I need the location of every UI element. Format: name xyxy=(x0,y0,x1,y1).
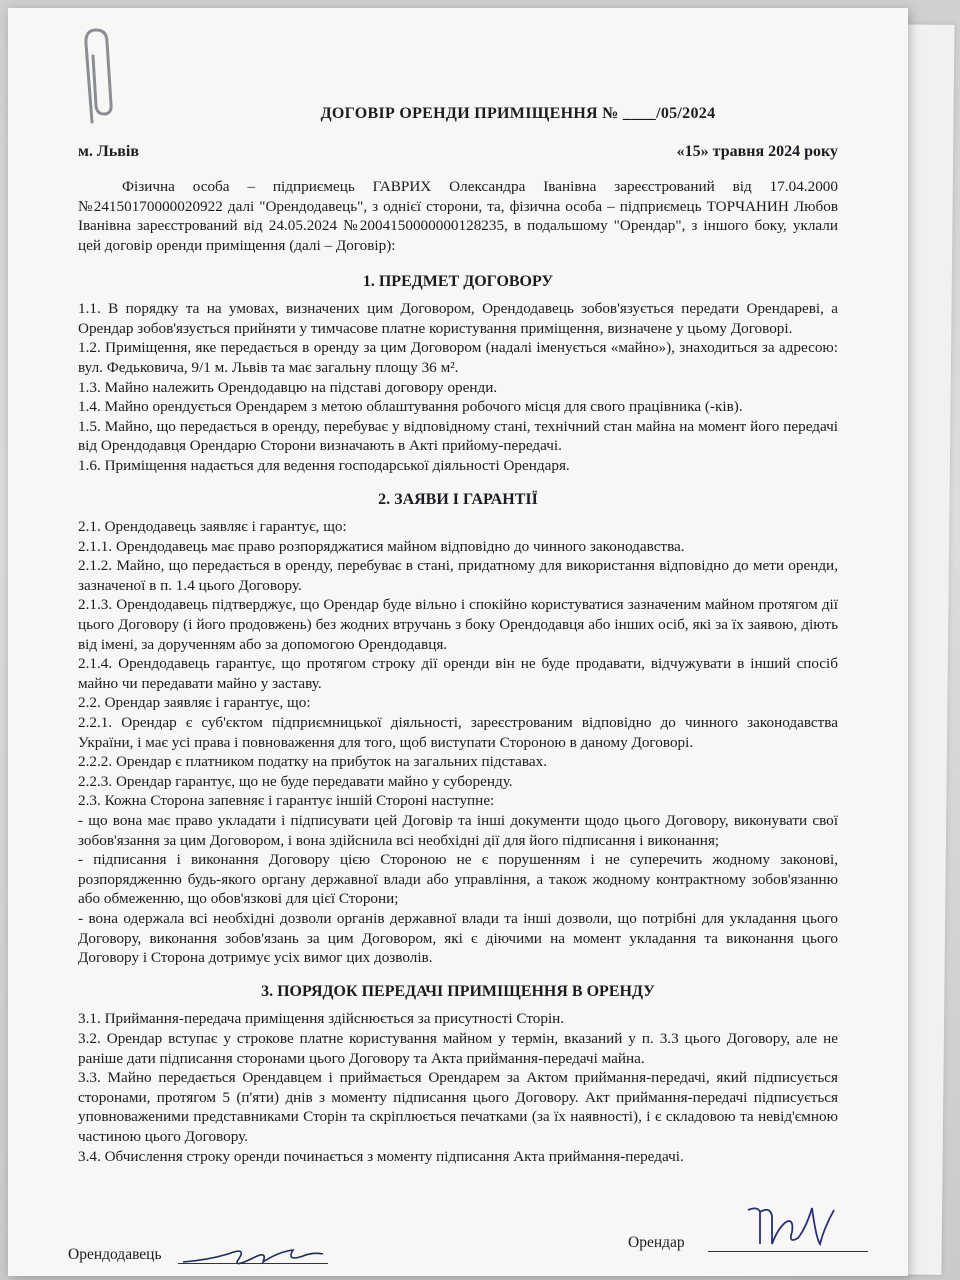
paragraph: 2.1. Орендодавець заявляє і гарантує, що: xyxy=(78,518,347,536)
section-2 xyxy=(78,490,838,968)
paragraph: 2.1.1. Орендодавець має право розпоряджатися майном відповідно до чинного законодавства. xyxy=(78,537,685,555)
paragraph: - підписання і виконання Договору цією Стороною не є порушенням і не суперечить жодному законові, розпорядженню будь-якого органу державної влади або управління, а також жодному контрактному зобов'язанню або обмеженню, що обов'язкові для цієї Сторони; xyxy=(78,851,838,908)
paragraph: 2.3. Кожна Сторона запевняє і гарантує іншій Стороні наступне: xyxy=(78,792,495,810)
intro-paragraph: Фізична особа – підприємець ГАВРИХ Олександра Іванівна зареєстрований від 17.04.2000 №24150170000020922 далі "Орендодавець", з однієї сторони, та, фізична особа – підприємець ТОРЧАНИН Любов Іванівна зареєстрований від 24.05.2024 №2004150000000128235, в подальшому "Орендар", з іншого боку, уклали цей договір оренди приміщення (далі – Договір): xyxy=(78,178,838,254)
paragraph: 1.2. Приміщення, яке передається в оренду за цим Договором (надалі іменується «майно»), знаходиться за адресою: вул. Федьковича, 9/1 м. Львів та має загальну площу 36 м². xyxy=(78,339,838,376)
paragraph: 1.1. В порядку та на умовах, визначених цим Договором, Орендодавець зобов'язується передати Орендареві, а Орендар зобов'язується прийняти у тимчасове платне користування приміщення, визначене у цьому Договорі. xyxy=(78,300,838,337)
paragraph: - вона одержала всі необхідні дозволи органів державної влади та інші дозволи, що потрібні для укладання цього Договору, виконання зобов'язань за цим Договором, які є діючими на момент укладання та виконання цього Договору і Сторона дотримує усіх вимог цих дозволів. xyxy=(78,909,838,967)
document-body xyxy=(78,104,838,1166)
paragraph: 2.2. Орендар заявляє і гарантує, що: xyxy=(78,694,311,712)
paragraph: 3.2. Орендар вступає у строкове платне користування майном у термін, вказаний у п. 3.3 цього Договору, але не раніше дати підписання сторонами цього Договору та Акта приймання-передачі майна. xyxy=(78,1029,838,1067)
paragraph: 1.3. Майно належить Орендодавцю на підставі договору оренди. xyxy=(78,378,498,396)
section-3 xyxy=(78,982,838,1166)
paragraph: 1.5. Майно, що передається в оренду, перебуває у відповідному стані, технічний стан майна на момент його передачі від Орендодавця Орендарю Сторони визначають в Акті прийому-передачі. xyxy=(78,417,838,455)
tenant-label: Орендар xyxy=(628,1234,685,1251)
paragraph: 1.4. Майно орендується Орендарем з метою облаштування робочого місця для свого працівника (-ків). xyxy=(78,398,743,416)
tenant-signature xyxy=(738,1198,848,1258)
paragraph: 3.3. Майно передається Орендавцем і приймається Орендарем за Актом приймання-передачі, який підписується сторонами, протягом 5 (п'яти) днів з моменту підписання цього Договору. Акт приймання-передачі підписується уповноваженими представниками Сторін та скріплюється печатками (за їх наявності), і є складовою та невід'ємною частиною цього Договору. xyxy=(78,1069,838,1145)
paragraph: 3.1. Приймання-передача приміщення здійснюється за присутності Сторін. xyxy=(78,1010,565,1028)
section-1 xyxy=(78,272,838,476)
signature-block xyxy=(68,1208,868,1268)
city: м. Львів xyxy=(78,142,140,160)
paragraph: 1.6. Приміщення надається для ведення господарської діяльності Орендаря. xyxy=(78,456,570,474)
landlord-label: Орендодавець xyxy=(68,1246,162,1263)
paragraph: - що вона має право укладати і підписувати цей Договір та інші документи щодо цього Договору, виконувати свої зобов'язання за цим Договором, і вона здійснила всі необхідні дії для його підписання і виконання; xyxy=(78,812,838,849)
paragraph: 2.1.2. Майно, що передається в оренду, перебуває в стані, придатному для використання відповідно до мети оренди, зазначеної в п. 1.4 цього Договору. xyxy=(78,557,838,594)
contract-date: «15» травня 2024 року xyxy=(676,142,838,160)
paragraph: 2.2.2. Орендар є платником податку на прибуток на загальних підставах. xyxy=(78,753,547,771)
document-title: ДОГОВІР ОРЕНДИ ПРИМІЩЕННЯ № ____/05/2024 xyxy=(320,105,716,122)
paragraph: 2.2.1. Орендар є суб'єктом підприємницької діяльності, зареєстрованим відповідно до чинного законодавства України, і має усі права і повноваження для того, щоб виступати Стороною в даному Договорі. xyxy=(78,714,838,751)
section-title: 1. ПРЕДМЕТ ДОГОВОРУ xyxy=(362,272,554,290)
section-title: 2. ЗАЯВИ І ГАРАНТІЇ xyxy=(378,490,538,508)
paragraph: 2.2.3. Орендар гарантує, що не буде передавати майно у суборенду. xyxy=(78,772,513,790)
paragraph: 2.1.4. Орендодавець гарантує, що протягом строку дії оренди він не буде продавати, відчужувати в інший спосіб майно чи передавати майно у заставу. xyxy=(78,655,838,692)
paragraph: 3.4. Обчислення строку оренди починається з моменту підписання Акта приймання-передачі. xyxy=(78,1147,684,1165)
paragraph: 2.1.3. Орендодавець підтверджує, що Орендар буде вільно і спокійно користуватися зазначеним майном протягом дії цього Договору (і його продовжень) без жодних втручань з боку Орендодавця або інших осіб, які за їх заявою, діють від імені, за дорученням або за допомогою Орендодавця. xyxy=(78,596,838,653)
city-date-row xyxy=(78,142,838,162)
document-page xyxy=(8,8,908,1276)
landlord-signature xyxy=(178,1232,328,1272)
section-title: 3. ПОРЯДОК ПЕРЕДАЧІ ПРИМІЩЕННЯ В ОРЕНДУ xyxy=(261,982,655,1000)
